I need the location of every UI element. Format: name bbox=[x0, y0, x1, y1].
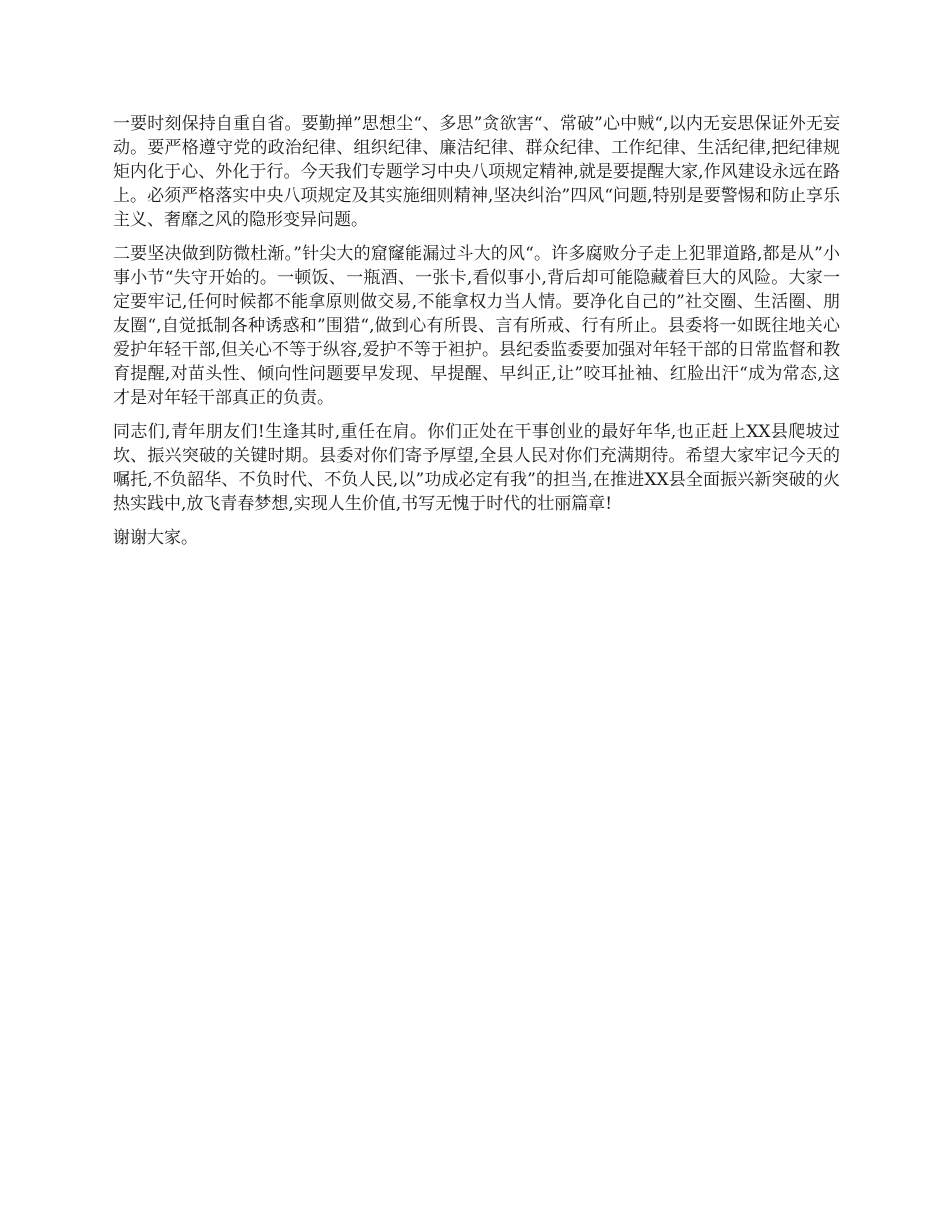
paragraph-prevention: 二要坚决做到防微杜渐。”针尖大的窟窿能漏过斗大的风“。许多腐败分子走上犯罪道路,都是从”小事小节“失守开始的。一顿饭、一瓶酒、一张卡,看似事小,背后却可能隐藏着巨大的风险。大家一定要牢记,任何时候都不能拿原则做交易,不能拿权力当人情。要净化自己的”社交圈、生活圈、朋友圈“,自觉抵制各种诱惑和”围猎“,做到心有所畏、言有所戒、行有所止。县委将一如既往地关心爱护年轻干部,但关心不等于纵容,爱护不等于袒护。县纪委监委要加强对年轻干部的日常监督和教育提醒,对苗头性、倾向性问题要早发现、早提醒、早纠正,让”咬耳扯袖、红脸出汗“成为常态,这才是对年轻干部真正的负责。 bbox=[113, 244, 840, 408]
document-body bbox=[113, 112, 840, 560]
paragraph-closing: 谢谢大家。 bbox=[113, 528, 198, 548]
paragraph-youth-address: 同志们,青年朋友们!生逢其时,重任在肩。你们正处在干事创业的最好年华,也正赶上XX县爬坡过坎、振兴突破的关键时期。县委对你们寄予厚望,全县人民对你们充满期待。希望大家牢记今天的嘱托,不负韶华、不负时代、不负人民,以”功成必定有我”的担当,在推进XX县全面振兴新突破的火热实践中,放飞青春梦想,实现人生价值,书写无愧于时代的壮丽篇章! bbox=[113, 422, 840, 514]
paragraph-discipline: 一要时刻保持自重自省。要勤掸”思想尘“、多思”贪欲害“、常破”心中贼“,以内无妄思保证外无妄动。要严格遵守党的政治纪律、组织纪律、廉洁纪律、群众纪律、工作纪律、生活纪律,把纪律规矩内化于心、外化于行。今天我们专题学习中央八项规定精神,就是要提醒大家,作风建设永远在路上。必须严格落实中央八项规定及其实施细则精神,坚决纠治”四风“问题,特别是要警惕和防止享乐主义、奢靡之风的隐形变异问题。 bbox=[113, 114, 840, 230]
